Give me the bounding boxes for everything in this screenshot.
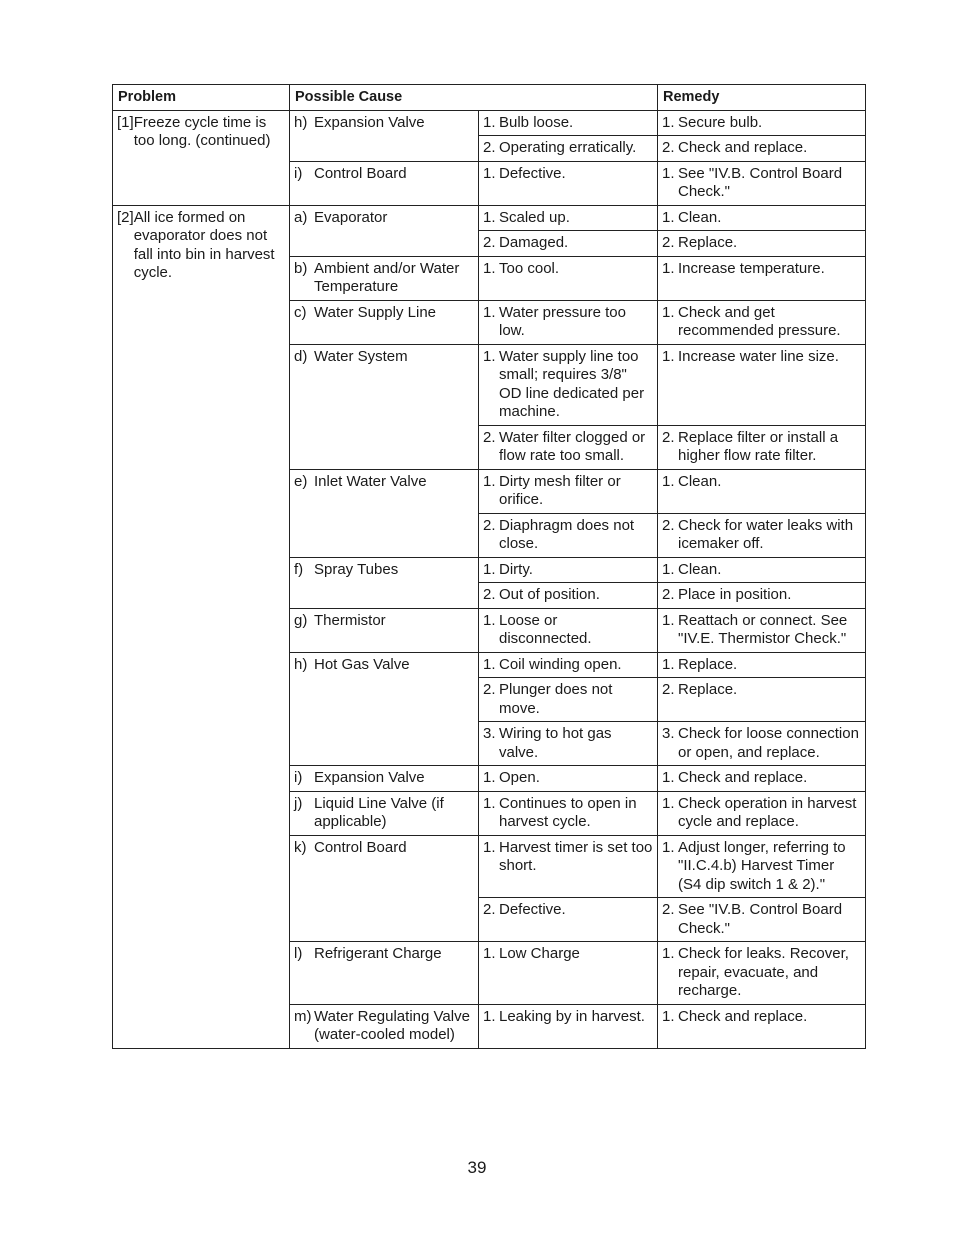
problem-number: [2] [117, 208, 134, 226]
cause-cell [290, 608, 479, 652]
remedy-number: 1. [662, 113, 675, 131]
remedy-text: Increase water line size. [678, 347, 839, 365]
cause-letter: m) [294, 1007, 312, 1025]
cause-cell [290, 256, 479, 300]
remedy-cell [658, 583, 866, 609]
subcause-cell [479, 344, 658, 425]
subcause-cell [479, 110, 658, 136]
subcause-number: 2. [483, 586, 496, 603]
remedy-text: Clean. [678, 560, 722, 578]
remedy-cell [658, 344, 866, 425]
remedy-text: Clean. [678, 472, 722, 490]
subcause-text: Operating erratically. [499, 139, 637, 156]
remedy-cell [658, 722, 866, 766]
table-row [113, 205, 866, 231]
cause-letter: l) [294, 945, 303, 962]
subcause-cell [479, 256, 658, 300]
subcause-text: Defective. [499, 164, 566, 182]
remedy-text: Check and replace. [678, 139, 808, 156]
remedy-text: Check and get recommended pressure. [678, 303, 841, 339]
cause-text: Liquid Line Valve (if applicable) [314, 794, 444, 830]
remedy-number: 1. [662, 347, 675, 365]
subcause-text: Loose or disconnected. [499, 611, 592, 647]
remedy-cell [658, 652, 866, 678]
subcause-number: 2. [483, 681, 496, 698]
remedy-text: Check and replace. [678, 769, 808, 786]
remedy-cell [658, 557, 866, 583]
subcause-text: Coil winding open. [499, 655, 622, 673]
subcause-number: 1. [483, 560, 496, 578]
table-row [113, 110, 866, 136]
subcause-number: 2. [483, 516, 496, 534]
cause-cell [290, 205, 479, 256]
subcause-number: 1. [483, 259, 496, 277]
remedy-text: Adjust longer, referring to "II.C.4.b) Harvest Timer (S4 dip switch 1 & 2)." [678, 838, 846, 893]
cause-letter: g) [294, 611, 308, 629]
remedy-cell [658, 425, 866, 469]
cause-text: Control Board [314, 838, 407, 856]
subcause-cell [479, 513, 658, 557]
cause-cell [290, 110, 479, 161]
cause-text: Ambient and/or Water Temperature [314, 259, 460, 295]
cause-text: Hot Gas Valve [314, 655, 410, 673]
remedy-text: Check for loose connection or open, and replace. [678, 725, 859, 761]
cause-cell [290, 469, 479, 557]
remedy-cell [658, 898, 866, 942]
remedy-cell [658, 835, 866, 898]
cause-cell [290, 942, 479, 1005]
remedy-number: 1. [662, 945, 675, 962]
remedy-text: Secure bulb. [678, 113, 763, 131]
remedy-cell [658, 205, 866, 231]
subcause-number: 1. [483, 794, 496, 812]
subcause-cell [479, 557, 658, 583]
header-possible-cause: Possible Cause [290, 85, 658, 111]
cause-text: Water System [314, 347, 408, 365]
remedy-number: 1. [662, 769, 675, 786]
subcause-cell [479, 205, 658, 231]
remedy-cell [658, 513, 866, 557]
subcause-cell [479, 161, 658, 205]
remedy-text: Clean. [678, 208, 722, 226]
remedy-text: Reattach or connect. See "IV.E. Thermistor Check." [678, 611, 848, 647]
remedy-cell [658, 231, 866, 257]
header-remedy: Remedy [658, 85, 866, 111]
cause-letter: j) [294, 794, 303, 812]
remedy-number: 2. [662, 901, 675, 918]
subcause-number: 1. [483, 769, 496, 786]
subcause-text: Leaking by in harvest. [499, 1007, 645, 1025]
subcause-text: Bulb loose. [499, 113, 574, 131]
remedy-number: 2. [662, 428, 675, 446]
subcause-text: Diaphragm does not close. [499, 516, 635, 552]
subcause-cell [479, 231, 658, 257]
subcause-text: Water filter clogged or flow rate too small. [499, 428, 646, 464]
problem-cell [113, 205, 290, 1048]
cause-text: Thermistor [314, 611, 386, 629]
subcause-number: 2. [483, 901, 496, 918]
remedy-cell [658, 942, 866, 1005]
remedy-number: 2. [662, 139, 675, 156]
table-header-row [113, 85, 866, 111]
subcause-number: 1. [483, 945, 496, 962]
cause-letter: i) [294, 769, 303, 786]
remedy-text: Check for water leaks with icemaker off. [678, 516, 854, 552]
remedy-number: 1. [662, 655, 675, 673]
remedy-number: 2. [662, 516, 675, 534]
subcause-number: 2. [483, 139, 496, 156]
cause-letter: h) [294, 113, 308, 131]
cause-text: Expansion Valve [314, 113, 425, 131]
remedy-number: 1. [662, 611, 675, 629]
cause-cell [290, 344, 479, 469]
remedy-text: Place in position. [678, 586, 792, 603]
remedy-cell [658, 608, 866, 652]
cause-letter: b) [294, 259, 308, 277]
subcause-text: Defective. [499, 901, 566, 918]
subcause-number: 1. [483, 164, 496, 182]
cause-letter: e) [294, 472, 308, 490]
remedy-number: 2. [662, 586, 675, 603]
subcause-cell [479, 835, 658, 898]
cause-text: Control Board [314, 164, 407, 182]
subcause-number: 1. [483, 472, 496, 490]
subcause-cell [479, 583, 658, 609]
cause-cell [290, 652, 479, 766]
subcause-number: 3. [483, 725, 496, 742]
subcause-text: Dirty. [499, 560, 533, 578]
remedy-cell [658, 678, 866, 722]
problem-number: [1] [117, 113, 134, 131]
remedy-number: 1. [662, 164, 675, 182]
subcause-cell [479, 608, 658, 652]
cause-letter: d) [294, 347, 308, 365]
subcause-number: 1. [483, 303, 496, 321]
remedy-cell [658, 469, 866, 513]
table-body [113, 110, 866, 1048]
remedy-number: 1. [662, 560, 675, 578]
remedy-text: Replace filter or install a higher flow rate filter. [678, 428, 839, 464]
cause-cell [290, 766, 479, 792]
remedy-cell [658, 110, 866, 136]
subcause-text: Out of position. [499, 586, 600, 603]
remedy-text: Replace. [678, 681, 738, 698]
subcause-number: 1. [483, 611, 496, 629]
subcause-text: Continues to open in harvest cycle. [499, 794, 637, 830]
subcause-number: 1. [483, 113, 496, 131]
subcause-number: 2. [483, 234, 496, 251]
subcause-number: 1. [483, 347, 496, 365]
cause-letter: i) [294, 164, 303, 182]
cause-letter: c) [294, 303, 307, 321]
cause-text: Water Regulating Valve (water-cooled model) [314, 1007, 470, 1043]
remedy-cell [658, 1004, 866, 1048]
remedy-text: Check for leaks. Recover, repair, evacuate, and recharge. [678, 945, 849, 999]
remedy-text: Increase temperature. [678, 259, 825, 277]
header-problem: Problem [113, 85, 290, 111]
cause-text: Spray Tubes [314, 560, 399, 578]
remedy-text: Check and replace. [678, 1007, 808, 1025]
cause-cell [290, 161, 479, 205]
remedy-number: 1. [662, 794, 675, 812]
cause-letter: h) [294, 655, 308, 673]
subcause-text: Plunger does not move. [499, 681, 613, 717]
remedy-text: Replace. [678, 655, 738, 673]
remedy-number: 1. [662, 838, 675, 856]
remedy-text: See "IV.B. Control Board Check." [678, 901, 843, 937]
subcause-cell [479, 300, 658, 344]
remedy-number: 1. [662, 472, 675, 490]
remedy-number: 2. [662, 234, 675, 251]
subcause-text: Dirty mesh filter or orifice. [499, 472, 621, 508]
cause-text: Refrigerant Charge [314, 945, 442, 962]
subcause-cell [479, 722, 658, 766]
subcause-cell [479, 1004, 658, 1048]
subcause-number: 1. [483, 838, 496, 856]
remedy-cell [658, 791, 866, 835]
subcause-text: Open. [499, 769, 540, 786]
remedy-cell [658, 161, 866, 205]
subcause-cell [479, 652, 658, 678]
subcause-cell [479, 766, 658, 792]
cause-letter: k) [294, 838, 307, 856]
subcause-cell [479, 942, 658, 1005]
remedy-number: 3. [662, 725, 675, 742]
subcause-number: 1. [483, 208, 496, 226]
subcause-text: Damaged. [499, 234, 569, 251]
subcause-text: Harvest timer is set too short. [499, 838, 653, 874]
remedy-cell [658, 766, 866, 792]
cause-text: Inlet Water Valve [314, 472, 427, 490]
subcause-text: Low Charge [499, 945, 580, 962]
remedy-text: Check operation in harvest cycle and replace. [678, 794, 857, 830]
subcause-cell [479, 678, 658, 722]
cause-text: Evaporator [314, 208, 388, 226]
remedy-number: 1. [662, 259, 675, 277]
troubleshooting-table [112, 84, 866, 1049]
subcause-text: Water supply line too small; requires 3/8" OD line dedicated per machine. [499, 347, 645, 420]
remedy-cell [658, 300, 866, 344]
problem-text: All ice formed on evaporator does not fall into bin in harvest cycle. [133, 208, 275, 281]
problem-cell [113, 110, 290, 205]
remedy-cell [658, 256, 866, 300]
cause-letter: f) [294, 560, 304, 578]
page-number: 39 [467, 1158, 487, 1177]
remedy-text: Replace. [678, 234, 738, 251]
remedy-number: 1. [662, 1007, 675, 1025]
remedy-number: 1. [662, 303, 675, 321]
subcause-cell [479, 136, 658, 162]
subcause-number: 1. [483, 655, 496, 673]
cause-text: Water Supply Line [314, 303, 437, 321]
cause-cell [290, 791, 479, 835]
problem-text: Freeze cycle time is too long. (continued) [133, 113, 271, 149]
cause-cell [290, 1004, 479, 1048]
subcause-number: 1. [483, 1007, 496, 1025]
subcause-text: Wiring to hot gas valve. [499, 725, 612, 761]
subcause-cell [479, 791, 658, 835]
cause-cell [290, 300, 479, 344]
subcause-text: Too cool. [499, 259, 560, 277]
cause-text: Expansion Valve [314, 769, 425, 786]
subcause-text: Water pressure too low. [499, 303, 626, 339]
remedy-number: 2. [662, 681, 675, 698]
remedy-number: 1. [662, 208, 675, 226]
subcause-cell [479, 425, 658, 469]
remedy-cell [658, 136, 866, 162]
cause-cell [290, 835, 479, 942]
subcause-number: 2. [483, 428, 496, 446]
subcause-text: Scaled up. [499, 208, 570, 226]
subcause-cell [479, 469, 658, 513]
cause-cell [290, 557, 479, 608]
remedy-text: See "IV.B. Control Board Check." [678, 164, 843, 200]
subcause-cell [479, 898, 658, 942]
cause-letter: a) [294, 208, 308, 226]
